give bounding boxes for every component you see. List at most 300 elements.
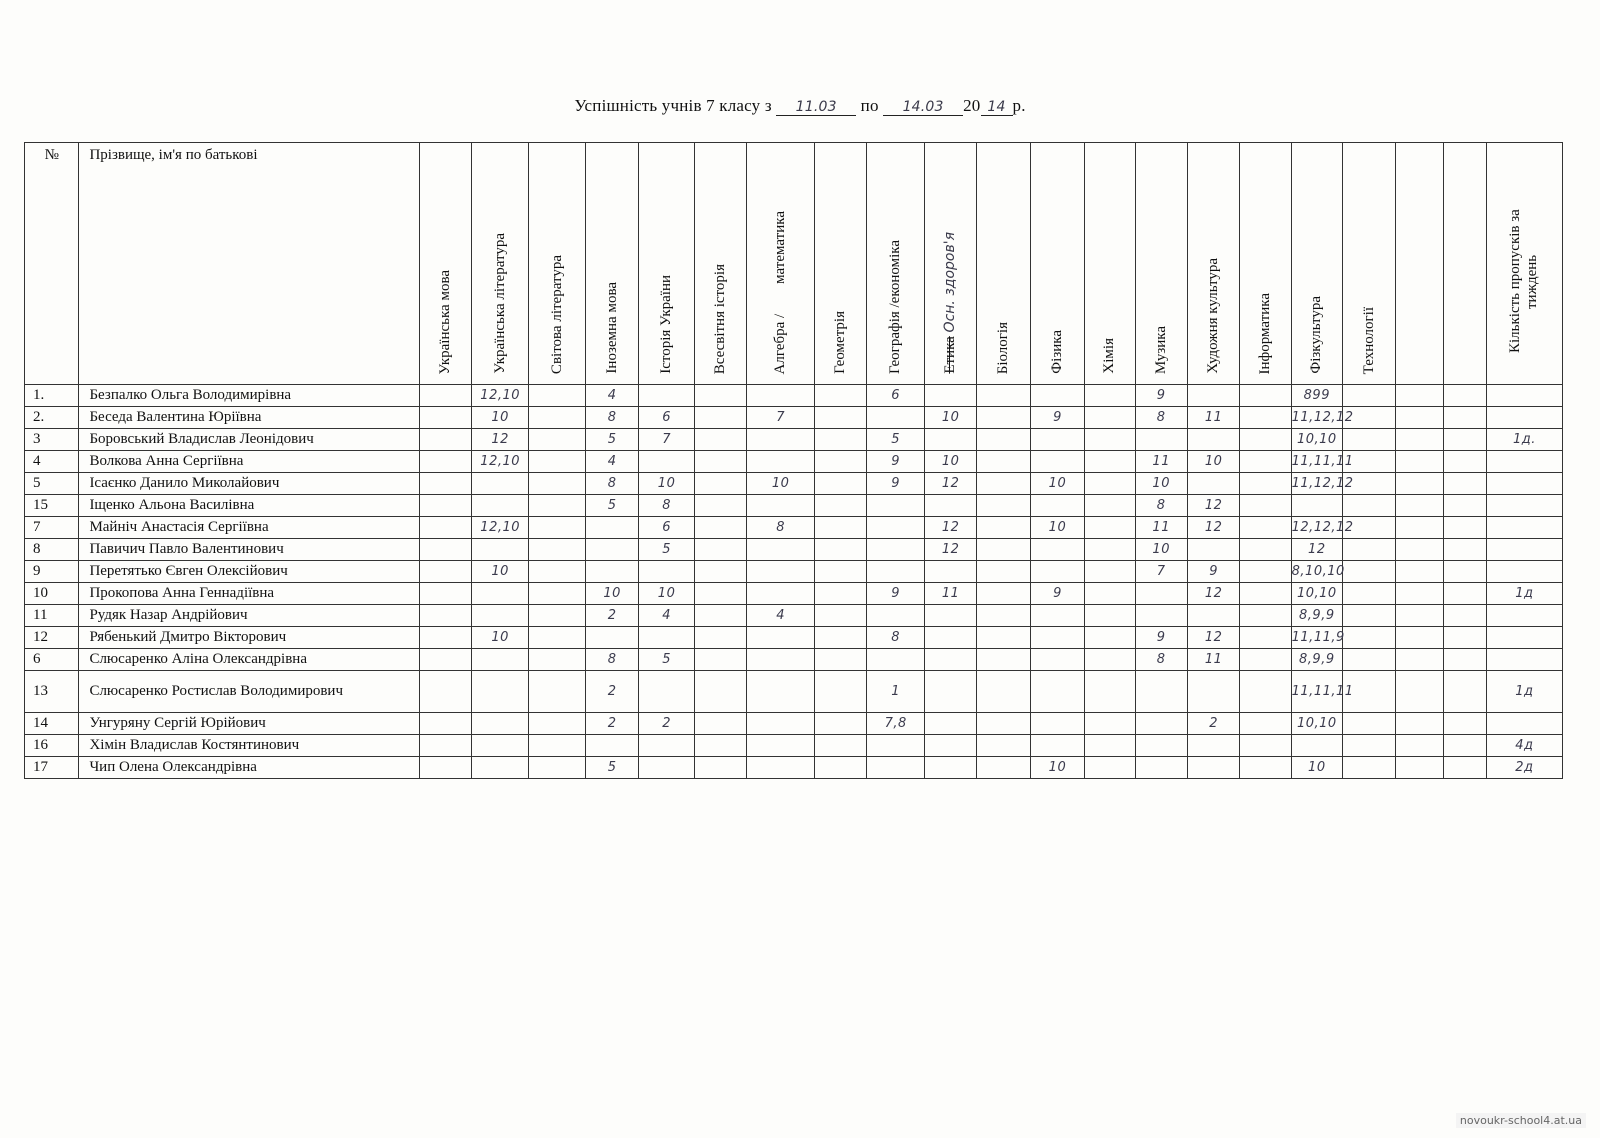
grade-cell: 6 <box>639 517 694 539</box>
grade-cell: 12 <box>924 539 976 561</box>
grade-cell <box>471 583 529 605</box>
grade-cell: 11 <box>1187 649 1239 671</box>
row-number: 6 <box>25 649 79 671</box>
grade-cell <box>1187 385 1239 407</box>
grade-cell <box>1343 735 1396 757</box>
student-row <box>25 627 1563 649</box>
grade-cell <box>924 385 976 407</box>
row-number: 11 <box>25 605 79 627</box>
student-row <box>25 473 1563 495</box>
grade-cell <box>1240 561 1291 583</box>
grade-cell <box>1187 429 1239 451</box>
grade-cell <box>1396 649 1443 671</box>
grade-cell <box>694 627 746 649</box>
grade-cell <box>1343 627 1396 649</box>
grade-cell <box>815 517 867 539</box>
header-num: № <box>25 143 79 385</box>
grade-cell <box>1240 671 1291 713</box>
site-watermark: novoukr-school4.at.ua <box>1456 1113 1586 1128</box>
student-row <box>25 539 1563 561</box>
grade-cell <box>1396 605 1443 627</box>
grade-cell <box>1085 713 1135 735</box>
grade-cell <box>1443 713 1486 735</box>
grade-cell <box>694 605 746 627</box>
grade-cell <box>1085 583 1135 605</box>
grade-cell <box>747 385 815 407</box>
row-number: 3 <box>25 429 79 451</box>
title-mid: по <box>860 96 879 115</box>
grade-cell <box>529 649 586 671</box>
grade-cell <box>815 713 867 735</box>
student-name: Майніч Анастасія Сергіївна <box>79 517 419 539</box>
grade-cell <box>1443 451 1486 473</box>
grade-cell <box>1030 627 1084 649</box>
grade-cell <box>1187 671 1239 713</box>
grade-cell <box>529 561 586 583</box>
grade-cell: 12 <box>471 429 529 451</box>
grade-cell: 12,10 <box>471 517 529 539</box>
row-number: 12 <box>25 627 79 649</box>
grade-cell <box>815 757 867 779</box>
grade-cell <box>747 671 815 713</box>
header-art-culture: Художня культура <box>1187 143 1239 385</box>
grade-cell <box>419 539 471 561</box>
grade-cell <box>977 649 1030 671</box>
grade-cell: 9 <box>867 451 925 473</box>
grade-cell: 10 <box>924 451 976 473</box>
grade-cell <box>977 385 1030 407</box>
grade-cell <box>471 713 529 735</box>
grade-cell: 4 <box>747 605 815 627</box>
grade-cell <box>977 605 1030 627</box>
grade-cell: 12 <box>1291 539 1342 561</box>
grade-cell: 10,10 <box>1291 429 1342 451</box>
grade-cell <box>529 539 586 561</box>
grade-cell <box>924 713 976 735</box>
grade-cell <box>1443 561 1486 583</box>
grade-cell: 11,11,11 <box>1291 451 1342 473</box>
student-row <box>25 649 1563 671</box>
row-number: 15 <box>25 495 79 517</box>
grade-cell <box>529 495 586 517</box>
grade-cell: 8 <box>639 495 694 517</box>
grade-cell <box>639 561 694 583</box>
grade-cell <box>1396 671 1443 713</box>
row-number: 1. <box>25 385 79 407</box>
student-name: Перетятько Євген Олексійович <box>79 561 419 583</box>
grade-cell <box>977 583 1030 605</box>
grade-cell <box>747 561 815 583</box>
grade-cell <box>419 605 471 627</box>
grade-cell: 12,10 <box>471 385 529 407</box>
grade-cell <box>694 429 746 451</box>
grade-cell <box>694 649 746 671</box>
grade-cell <box>747 735 815 757</box>
grade-cell <box>1343 649 1396 671</box>
header-chemistry: Хімія <box>1085 143 1135 385</box>
grade-cell <box>1240 713 1291 735</box>
grade-cell: 10 <box>747 473 815 495</box>
grade-cell <box>867 735 925 757</box>
grade-cell: 9 <box>1187 561 1239 583</box>
grade-cell <box>1030 561 1084 583</box>
student-row <box>25 583 1563 605</box>
grade-cell <box>924 561 976 583</box>
grade-cell: 6 <box>639 407 694 429</box>
row-number: 14 <box>25 713 79 735</box>
grade-cell <box>1085 517 1135 539</box>
row-number: 10 <box>25 583 79 605</box>
grade-cell <box>1240 407 1291 429</box>
grade-cell <box>1240 473 1291 495</box>
grade-cell <box>529 605 586 627</box>
grade-cell <box>1396 517 1443 539</box>
grade-cell: 10 <box>1135 539 1187 561</box>
grade-cell <box>1486 605 1562 627</box>
grade-cell <box>419 407 471 429</box>
grade-cell <box>1396 713 1443 735</box>
student-name: Іщенко Альона Василівна <box>79 495 419 517</box>
grade-cell <box>924 735 976 757</box>
grade-cell <box>419 517 471 539</box>
student-row <box>25 407 1563 429</box>
grade-cell: 2 <box>585 605 638 627</box>
grade-cell <box>1443 649 1486 671</box>
student-name: Безпалко Ольга Володимирівна <box>79 385 419 407</box>
grade-cell <box>694 385 746 407</box>
grade-cell <box>585 735 638 757</box>
student-name: Чип Олена Олександрівна <box>79 757 419 779</box>
grade-cell: 9 <box>1030 407 1084 429</box>
grade-cell <box>471 473 529 495</box>
grade-cell <box>815 671 867 713</box>
grade-cell: 1д <box>1486 583 1562 605</box>
grade-cell <box>867 605 925 627</box>
grade-cell <box>694 473 746 495</box>
grade-cell: 10 <box>471 407 529 429</box>
grade-cell <box>924 605 976 627</box>
grade-cell <box>529 451 586 473</box>
grade-cell <box>1240 495 1291 517</box>
grade-cell <box>419 735 471 757</box>
grade-cell <box>815 407 867 429</box>
grade-cell <box>419 495 471 517</box>
grade-cell <box>639 757 694 779</box>
grade-cell <box>1443 429 1486 451</box>
grade-cell <box>1443 473 1486 495</box>
grade-cell <box>1240 517 1291 539</box>
grade-cell: 8 <box>585 649 638 671</box>
grade-cell: 8,9,9 <box>1291 649 1342 671</box>
header-row <box>25 143 1563 385</box>
grade-cell: 10 <box>1291 757 1342 779</box>
grade-cell <box>815 495 867 517</box>
student-row <box>25 385 1563 407</box>
grade-cell: 7 <box>1135 561 1187 583</box>
grade-cell <box>471 495 529 517</box>
student-name: Волкова Анна Сергіївна <box>79 451 419 473</box>
grade-cell: 7 <box>639 429 694 451</box>
grade-cell <box>977 627 1030 649</box>
grade-cell: 9 <box>1135 627 1187 649</box>
grade-cell: 1д. <box>1486 429 1562 451</box>
grade-cell <box>1240 735 1291 757</box>
student-row <box>25 605 1563 627</box>
grade-cell <box>815 539 867 561</box>
grade-cell <box>1135 735 1187 757</box>
grade-cell <box>1240 385 1291 407</box>
grade-cell <box>977 713 1030 735</box>
grade-cell <box>977 757 1030 779</box>
grade-cell: 12 <box>924 473 976 495</box>
grade-cell <box>1396 429 1443 451</box>
grade-cell <box>1187 757 1239 779</box>
grade-cell <box>1030 385 1084 407</box>
grade-cell <box>1030 451 1084 473</box>
grade-cell <box>694 539 746 561</box>
header-ethics <box>924 143 976 385</box>
grade-cell <box>1085 539 1135 561</box>
grade-cell: 12 <box>1187 517 1239 539</box>
grade-cell <box>867 539 925 561</box>
header-technology: Технології <box>1343 143 1396 385</box>
grade-cell: 5 <box>585 757 638 779</box>
header-ukrainian-literature: Українська література <box>471 143 529 385</box>
header-blank-1 <box>1396 143 1443 385</box>
grade-cell: 11,12,12 <box>1291 473 1342 495</box>
grade-cell <box>1443 757 1486 779</box>
grade-cell <box>1486 407 1562 429</box>
grade-cell: 10 <box>1030 517 1084 539</box>
grade-cell <box>1030 605 1084 627</box>
grade-cell <box>529 385 586 407</box>
header-foreign-language: Іноземна мова <box>585 143 638 385</box>
grade-cell <box>419 385 471 407</box>
student-name: Хімін Владислав Костянтинович <box>79 735 419 757</box>
grade-cell <box>1135 713 1187 735</box>
grade-cell: 7 <box>747 407 815 429</box>
grade-cell <box>747 649 815 671</box>
grade-cell <box>1135 429 1187 451</box>
grade-cell <box>815 649 867 671</box>
grade-cell <box>867 517 925 539</box>
header-blank-2 <box>1443 143 1486 385</box>
grade-cell: 8 <box>1135 495 1187 517</box>
grade-cell <box>815 473 867 495</box>
title-prefix: Успішність учнів 7 класу з <box>574 96 772 115</box>
header-physical-education: Фізкультура <box>1291 143 1342 385</box>
grade-cell <box>585 517 638 539</box>
grade-cell <box>529 757 586 779</box>
grade-cell: 12 <box>1187 583 1239 605</box>
grade-cell <box>1240 605 1291 627</box>
grade-cell <box>1085 495 1135 517</box>
student-row <box>25 517 1563 539</box>
grade-cell <box>1486 627 1562 649</box>
grade-cell <box>1486 451 1562 473</box>
grade-cell <box>977 539 1030 561</box>
grade-cell: 1 <box>867 671 925 713</box>
grade-cell: 2 <box>585 713 638 735</box>
grade-cell: 8 <box>1135 649 1187 671</box>
grade-cell <box>1443 517 1486 539</box>
grade-cell <box>1443 407 1486 429</box>
grade-cell <box>815 735 867 757</box>
grade-cell <box>694 495 746 517</box>
grade-cell <box>747 583 815 605</box>
grade-cell: 5 <box>639 649 694 671</box>
grade-cell <box>419 649 471 671</box>
grade-cell <box>639 451 694 473</box>
grade-cell: 11 <box>1135 517 1187 539</box>
grade-cell <box>1486 561 1562 583</box>
grade-cell <box>419 429 471 451</box>
grade-cell <box>1443 671 1486 713</box>
grade-cell <box>1343 605 1396 627</box>
grade-cell <box>1240 757 1291 779</box>
grade-cell <box>1291 735 1342 757</box>
title-year-handwritten: 14 <box>981 99 1013 116</box>
grade-cell: 7,8 <box>867 713 925 735</box>
grade-cell <box>694 713 746 735</box>
student-row <box>25 429 1563 451</box>
grade-cell: 8 <box>1135 407 1187 429</box>
grade-cell <box>1343 539 1396 561</box>
grade-cell <box>1085 627 1135 649</box>
grade-cell <box>1085 671 1135 713</box>
grade-cell: 8 <box>867 627 925 649</box>
grade-cell <box>1187 605 1239 627</box>
grade-cell: 899 <box>1291 385 1342 407</box>
grade-cell <box>1085 385 1135 407</box>
header-name: Прізвище, ім'я по батькові <box>79 143 419 385</box>
student-row <box>25 713 1563 735</box>
grade-cell <box>867 757 925 779</box>
student-name: Рябенький Дмитро Вікторович <box>79 627 419 649</box>
grade-cell <box>1291 495 1342 517</box>
ethics-handwritten-label: Осн. здоров'я <box>942 232 959 333</box>
grade-cell <box>747 451 815 473</box>
grade-cell <box>585 627 638 649</box>
header-informatics: Інформатика <box>1240 143 1291 385</box>
grade-cell <box>1396 583 1443 605</box>
grade-cell: 5 <box>585 429 638 451</box>
grade-cell <box>1085 757 1135 779</box>
grade-cell <box>694 671 746 713</box>
grade-cell <box>529 735 586 757</box>
grade-cell <box>419 627 471 649</box>
student-name: Унгуряну Сергій Юрійович <box>79 713 419 735</box>
grade-cell: 9 <box>1030 583 1084 605</box>
student-name: Рудяк Назар Андрійович <box>79 605 419 627</box>
grade-cell <box>694 561 746 583</box>
header-geography-economics: Географія /економіка <box>867 143 925 385</box>
grade-cell <box>639 735 694 757</box>
grade-cell: 4 <box>639 605 694 627</box>
header-algebra-math: Алгебра / математика <box>747 143 815 385</box>
document-title <box>0 96 1600 116</box>
grade-cell: 8 <box>585 407 638 429</box>
row-number: 2. <box>25 407 79 429</box>
row-number: 4 <box>25 451 79 473</box>
grade-cell <box>1396 407 1443 429</box>
grade-cell: 12 <box>1187 495 1239 517</box>
header-history-ukraine: Історія України <box>639 143 694 385</box>
grade-cell <box>1240 451 1291 473</box>
grade-cell: 8 <box>585 473 638 495</box>
header-world-history: Всесвітня історія <box>694 143 746 385</box>
student-row <box>25 495 1563 517</box>
grade-cell <box>419 757 471 779</box>
grade-cell <box>1187 473 1239 495</box>
grade-cell <box>1135 757 1187 779</box>
grade-cell <box>1486 495 1562 517</box>
grade-cell <box>639 385 694 407</box>
student-name: Слюсаренко Аліна Олександрівна <box>79 649 419 671</box>
grade-cell <box>639 671 694 713</box>
student-name: Беседа Валентина Юріївна <box>79 407 419 429</box>
grade-cell <box>924 429 976 451</box>
title-year-prefix: 20 <box>963 96 981 115</box>
grade-cell <box>1396 539 1443 561</box>
grade-cell: 4д <box>1486 735 1562 757</box>
grade-cell <box>1187 735 1239 757</box>
grade-cell <box>815 627 867 649</box>
grade-cell <box>747 429 815 451</box>
grade-cell <box>1085 735 1135 757</box>
grade-cell <box>1030 649 1084 671</box>
header-absences: Кількість пропусків за тиждень <box>1486 143 1562 385</box>
grade-cell <box>1085 473 1135 495</box>
row-number: 9 <box>25 561 79 583</box>
header-world-literature: Світова література <box>529 143 586 385</box>
student-row <box>25 561 1563 583</box>
ethics-struck-label: Етика <box>942 336 959 374</box>
grade-cell <box>1085 407 1135 429</box>
grade-cell <box>585 539 638 561</box>
grade-cell <box>747 627 815 649</box>
grade-cell <box>1486 539 1562 561</box>
grade-cell: 4 <box>585 451 638 473</box>
title-date-to: 14.03 <box>883 99 963 116</box>
grade-cell <box>529 671 586 713</box>
grade-cell: 10 <box>471 561 529 583</box>
grade-cell <box>1343 385 1396 407</box>
grade-cell <box>529 627 586 649</box>
grade-cell <box>867 561 925 583</box>
grade-cell <box>1030 429 1084 451</box>
grade-cell <box>747 495 815 517</box>
grade-cell: 5 <box>867 429 925 451</box>
grade-cell: 2 <box>585 671 638 713</box>
row-number: 17 <box>25 757 79 779</box>
grade-cell: 8 <box>747 517 815 539</box>
grade-cell <box>419 671 471 713</box>
grade-cell: 10 <box>1030 757 1084 779</box>
grade-cell <box>419 451 471 473</box>
grade-cell: 5 <box>585 495 638 517</box>
grade-cell <box>529 517 586 539</box>
grade-cell <box>1085 605 1135 627</box>
grade-cell <box>471 757 529 779</box>
grade-cell <box>471 539 529 561</box>
grade-cell <box>1443 583 1486 605</box>
grade-cell <box>529 407 586 429</box>
grade-cell: 9 <box>867 473 925 495</box>
grade-cell <box>1030 713 1084 735</box>
grade-cell <box>1085 429 1135 451</box>
grade-cell <box>1443 605 1486 627</box>
